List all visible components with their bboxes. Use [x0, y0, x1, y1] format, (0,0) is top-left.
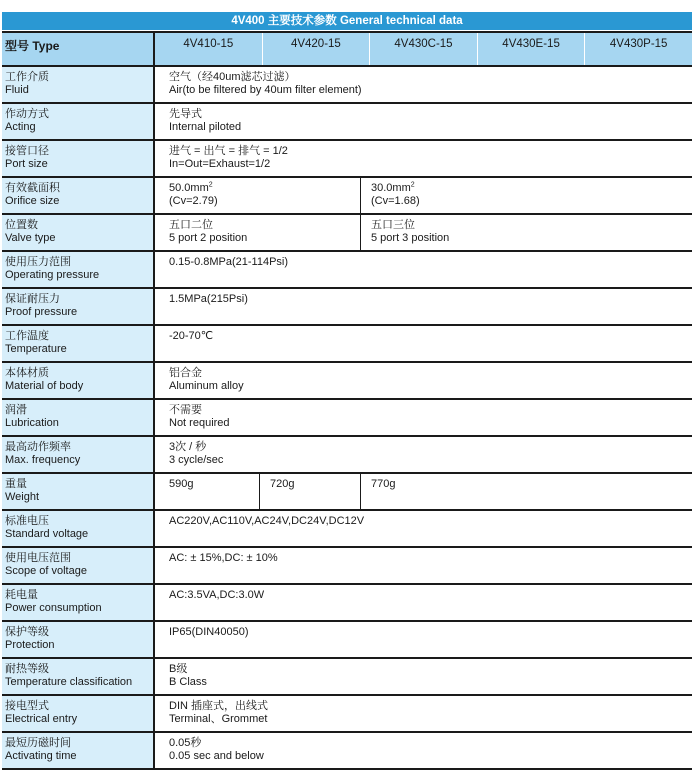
row-label-zh: 最短历磁时间: [5, 737, 71, 749]
row-label-zh: 使用电压范围: [5, 552, 71, 564]
row-label: [2, 141, 153, 176]
table-row: [2, 659, 692, 696]
value-line: [371, 182, 694, 195]
value-text: 五口三位: [371, 219, 415, 231]
table-row: [2, 474, 692, 511]
value-text: AC: ± 15%,DC: ± 10%: [169, 552, 278, 564]
value-text: B Class: [169, 675, 207, 688]
table-title: 4V400 主要技术参数 General technical data: [2, 12, 692, 30]
value-line: [169, 589, 694, 602]
row-value: [153, 696, 692, 731]
row-value: [153, 252, 692, 287]
value-text: 进气 = 出气 = 排气 = 1/2: [169, 145, 288, 157]
value-text: 5 port 2 position: [169, 231, 248, 244]
value-line: [169, 404, 694, 417]
row-label-zh: 接电型式: [5, 700, 49, 712]
value-text: AC:3.5VA,DC:3.0W: [169, 589, 265, 601]
value-line: [169, 626, 694, 639]
row-label-zh: 重量: [5, 478, 27, 490]
row-label-en: Activating time: [5, 749, 77, 762]
table-row: [2, 733, 692, 770]
row-value: [153, 548, 692, 583]
value-text: 590g: [169, 478, 194, 490]
table-row: [2, 326, 692, 363]
value-cell: [360, 215, 694, 250]
table-header: [2, 31, 692, 67]
row-value: [153, 585, 692, 620]
value-cell: [155, 622, 694, 657]
row-value: [153, 400, 692, 435]
value-text: 0.05 sec and below: [169, 749, 264, 762]
value-cell: [155, 696, 694, 731]
row-label: [2, 400, 153, 435]
value-cell: [155, 289, 694, 324]
row-value: [153, 733, 692, 768]
value-line: [169, 750, 694, 763]
value-text: 0.05秒: [169, 737, 202, 749]
value-text: B级: [169, 663, 188, 675]
value-text: 50.0mm: [169, 182, 209, 194]
value-text: 3次 / 秒: [169, 441, 207, 453]
row-label-en: Material of body: [5, 379, 84, 392]
table-row: [2, 104, 692, 141]
value-text: (Cv=2.79): [169, 194, 218, 207]
row-label: [2, 326, 153, 361]
superscript: 2: [208, 181, 213, 189]
value-cell: [155, 141, 694, 176]
row-label-en: Fluid: [5, 83, 29, 96]
row-value: [153, 104, 692, 139]
value-text: IP65(DIN40050): [169, 626, 249, 638]
value-text: 1.5MPa(215Psi): [169, 293, 248, 305]
table-row: [2, 141, 692, 178]
value-cell: [155, 659, 694, 694]
row-label: [2, 622, 153, 657]
superscript: 2: [410, 181, 415, 189]
value-text: 空气（经40um滤芯过滤）: [169, 71, 296, 83]
table-row: [2, 178, 692, 215]
row-label-en: Orifice size: [5, 194, 60, 207]
row-label-en: Valve type: [5, 231, 56, 244]
value-line: [169, 84, 694, 97]
value-text: Internal piloted: [169, 120, 242, 133]
row-label-zh: 接管口径: [5, 145, 49, 157]
value-line: [169, 158, 694, 171]
model-headers: [153, 33, 692, 65]
row-label-en: Max. frequency: [5, 453, 81, 466]
row-label: [2, 252, 153, 287]
value-text: 先导式: [169, 108, 202, 120]
value-cell: [155, 67, 694, 102]
row-value: [153, 622, 692, 657]
row-label-en: Scope of voltage: [5, 564, 87, 577]
value-cell: [155, 511, 694, 546]
value-cell: [155, 326, 694, 361]
value-cell: [155, 585, 694, 620]
value-line: [169, 515, 694, 528]
row-value: [153, 178, 692, 213]
row-label-zh: 耗电量: [5, 589, 38, 601]
model-header: 4V430E-15: [477, 33, 585, 65]
value-text: 720g: [270, 478, 295, 490]
row-label: [2, 511, 153, 546]
row-value: [153, 215, 692, 250]
value-line: [371, 219, 694, 232]
model-header: 4V420-15: [262, 33, 370, 65]
row-label-zh: 保证耐压力: [5, 293, 60, 305]
value-line: [169, 232, 360, 245]
value-text: 3 cycle/sec: [169, 453, 224, 466]
value-text: 770g: [371, 478, 396, 490]
row-label-zh: 保护等级: [5, 626, 49, 638]
value-text: DIN 插座式，出线式: [169, 700, 268, 712]
row-label-zh: 使用压力范围: [5, 256, 71, 268]
row-label-zh: 有效截面积: [5, 182, 60, 194]
row-label: [2, 585, 153, 620]
table-row: [2, 252, 692, 289]
row-label: [2, 215, 153, 250]
value-line: [270, 478, 360, 491]
row-value: [153, 437, 692, 472]
row-label: [2, 363, 153, 398]
value-cell: [360, 178, 694, 213]
value-line: [169, 219, 360, 232]
value-text: AC220V,AC110V,AC24V,DC24V,DC12V: [169, 515, 365, 527]
value-line: [169, 182, 360, 195]
value-text: Terminal、Grommet: [169, 712, 268, 725]
value-text: 五口二位: [169, 219, 213, 231]
value-cell: [155, 400, 694, 435]
value-text: -20-70℃: [169, 330, 214, 342]
value-cell: [155, 437, 694, 472]
value-text: Air(to be filtered by 40um filter element): [169, 83, 362, 96]
row-value: [153, 326, 692, 361]
value-line: [169, 454, 694, 467]
value-text: 铝合金: [169, 367, 202, 379]
value-cell: [155, 178, 360, 213]
value-line: [169, 700, 694, 713]
row-label-zh: 润滑: [5, 404, 27, 416]
row-label-en: Lubrication: [5, 416, 59, 429]
row-value: [153, 511, 692, 546]
value-cell: [360, 474, 694, 509]
value-line: [169, 441, 694, 454]
row-label-en: Standard voltage: [5, 527, 89, 540]
row-label: [2, 67, 153, 102]
row-label-zh: 作动方式: [5, 108, 49, 120]
value-line: [169, 121, 694, 134]
row-label: [2, 104, 153, 139]
value-text: 30.0mm: [371, 182, 411, 194]
spec-table-body: [2, 67, 692, 770]
row-label: [2, 696, 153, 731]
row-label: [2, 659, 153, 694]
table-row: [2, 215, 692, 252]
value-text: Not required: [169, 416, 230, 429]
type-header-label: 型号 Type: [2, 33, 153, 65]
value-cell: [155, 548, 694, 583]
row-label: [2, 474, 153, 509]
row-label: [2, 733, 153, 768]
value-cell: [155, 733, 694, 768]
row-value: [153, 141, 692, 176]
value-line: [169, 737, 694, 750]
row-label-en: Temperature classification: [5, 675, 133, 688]
row-label-en: Electrical entry: [5, 712, 78, 725]
row-label-en: Operating pressure: [5, 268, 100, 281]
row-value: [153, 289, 692, 324]
row-value: [153, 363, 692, 398]
row-label-zh: 位置数: [5, 219, 38, 231]
value-line: [371, 232, 694, 245]
value-line: [169, 108, 694, 121]
row-label-en: Power consumption: [5, 601, 102, 614]
value-line: [169, 71, 694, 84]
table-row: [2, 400, 692, 437]
row-label-zh: 标准电压: [5, 515, 49, 527]
value-text: In=Out=Exhaust=1/2: [169, 157, 271, 170]
value-text: (Cv=1.68): [371, 194, 420, 207]
row-label-en: Protection: [5, 638, 55, 651]
model-header: 4V430C-15: [369, 33, 477, 65]
value-cell: [155, 252, 694, 287]
table-row: [2, 622, 692, 659]
table-row: [2, 363, 692, 400]
value-line: [169, 367, 694, 380]
row-label-en: Acting: [5, 120, 36, 133]
value-cell: [155, 363, 694, 398]
table-row: [2, 548, 692, 585]
value-line: [169, 380, 694, 393]
value-line: [169, 713, 694, 726]
value-line: [169, 417, 694, 430]
value-line: [169, 293, 694, 306]
value-line: [169, 145, 694, 158]
row-label-en: Port size: [5, 157, 48, 170]
value-cell: [155, 215, 360, 250]
value-text: 5 port 3 position: [371, 231, 450, 244]
row-label-en: Weight: [5, 490, 40, 503]
value-cell: [259, 474, 360, 509]
table-row: [2, 67, 692, 104]
row-label-zh: 最高动作频率: [5, 441, 71, 453]
row-value: [153, 67, 692, 102]
model-header: 4V430P-15: [584, 33, 692, 65]
table-row: [2, 437, 692, 474]
row-label-zh: 工作温度: [5, 330, 49, 342]
row-value: [153, 474, 692, 509]
value-cell: [155, 474, 259, 509]
value-line: [169, 663, 694, 676]
table-row: [2, 696, 692, 733]
value-line: [169, 195, 360, 208]
value-text: Aluminum alloy: [169, 379, 244, 392]
table-row: [2, 511, 692, 548]
value-line: [169, 478, 259, 491]
value-line: [371, 478, 694, 491]
value-line: [169, 256, 694, 269]
value-line: [169, 552, 694, 565]
value-text: 0.15-0.8MPa(21-114Psi): [169, 256, 289, 268]
value-line: [169, 676, 694, 689]
value-text: 不需要: [169, 404, 202, 416]
row-label-zh: 工作介质: [5, 71, 49, 83]
row-label: [2, 437, 153, 472]
row-label: [2, 289, 153, 324]
value-line: [371, 195, 694, 208]
row-value: [153, 659, 692, 694]
row-label-zh: 本体材质: [5, 367, 49, 379]
table-row: [2, 585, 692, 622]
value-line: [169, 330, 694, 343]
row-label-zh: 耐热等级: [5, 663, 49, 675]
table-row: [2, 289, 692, 326]
row-label: [2, 178, 153, 213]
model-header: 4V410-15: [153, 33, 262, 65]
row-label-en: Temperature: [5, 342, 67, 355]
value-cell: [155, 104, 694, 139]
row-label: [2, 548, 153, 583]
row-label-en: Proof pressure: [5, 305, 78, 318]
